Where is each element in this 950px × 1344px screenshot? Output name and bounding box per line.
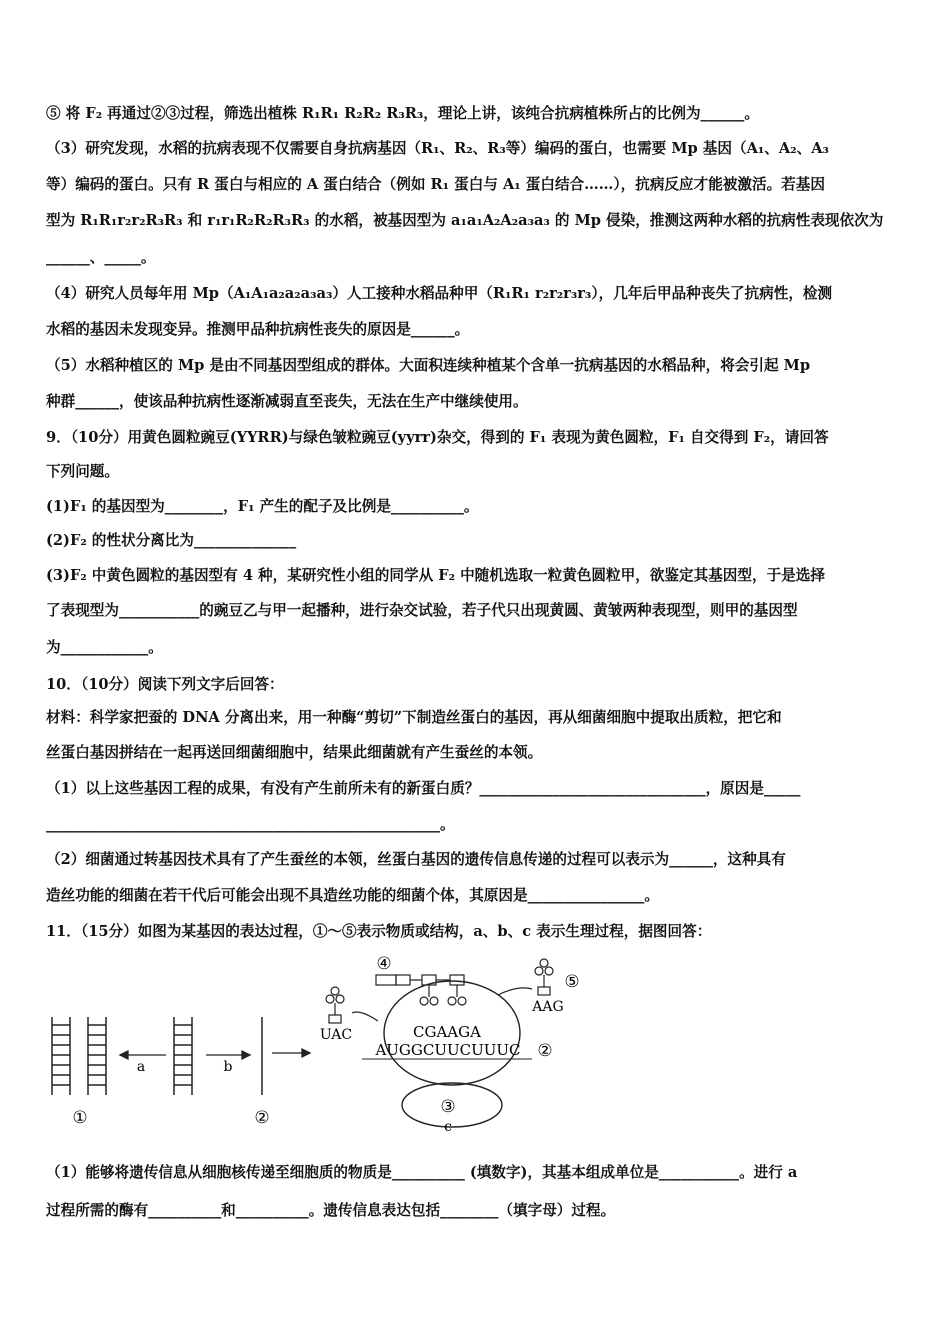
text-line: （2）细菌通过转基因技术具有了产生蚕丝的本领，丝蛋白基因的遗传信息传递的过程可以表示为______，这种具有 <box>46 851 786 868</box>
gene-expression-figure <box>40 955 600 1135</box>
text-line: 丝蛋白基因拼结在一起再送回细菌细胞中，结果此细菌就有产生蚕丝的本领。 <box>46 744 543 761</box>
text-line: (2)F₂ 的性状分离比为______________ <box>46 532 297 549</box>
text-line: 下列问题。 <box>46 463 119 480</box>
text-line: （1）能够将遗传信息从细胞核传递至细胞质的物质是__________ (填数字)，其基本组成单位是___________。进行 a <box>46 1164 798 1181</box>
released-trna <box>326 987 344 1023</box>
text-line: （1）以上这些基因工程的成果，有没有产生前所未有的新蛋白质？_______________________________，原因是_____ <box>46 780 801 797</box>
question-10-heading: 10．（10分）阅读下列文字后回答： <box>46 676 284 693</box>
entry-arrow <box>498 988 532 995</box>
dna-replicated <box>174 1017 192 1095</box>
anticodons-in-ribosome: CGAAGA <box>413 1023 481 1041</box>
label-c: c <box>444 1119 452 1135</box>
label-4: ④ <box>376 955 392 974</box>
peptide-chain <box>376 975 396 985</box>
dna-double-helix <box>52 1017 106 1095</box>
text-line: （4）研究人员每年用 Mp（A₁A₁a₂a₂a₃a₃）人工接种水稻品种甲（R₁R₁ r₂r₂r₃r₃），几年后甲品种丧失了抗病性，检测 <box>46 285 833 302</box>
text-line: （3）研究发现，水稻的抗病表现不仅需要自身抗病基因（R₁、R₂、R₃等）编码的蛋白，也需要 Mp 基因（A₁、A₂、A₃ <box>46 140 829 157</box>
release-arrow <box>352 1012 378 1021</box>
text-line: (3)F₂ 中黄色圆粒的基因型有 4 种，某研究性小组的同学从 F₂ 中随机选取一粒黄色圆粒甲，欲鉴定其基因型，于是选择 <box>46 567 825 584</box>
text-line: 材料：科学家把蚕的 DNA 分离出来，用一种酶“剪切”下制造丝蛋白的基因，再从细菌细胞中提取出质粒，把它和 <box>46 709 782 726</box>
text-line: 等）编码的蛋白。只有 R 蛋白与相应的 A 蛋白结合（例如 R₁ 蛋白与 A₁ 蛋白结合……），抗病反应才能被激活。若基因 <box>46 176 825 193</box>
text-line: 造丝功能的细菌在若干代后可能会出现不具造丝功能的细菌个体，其原因是________________。 <box>46 887 659 904</box>
text-line: 水稻的基因未发现变异。推测甲品种抗病性丧失的原因是______。 <box>46 321 470 338</box>
text-line: （5）水稻种植区的 Mp 是由不同基因型组成的群体。大面积连续种植某个含单一抗病基因的水稻品种，将会引起 Mp <box>46 357 811 374</box>
question-9-heading: 9．（10分）用黄色圆粒豌豆(YYRR)与绿色皱粒豌豆(yyrr)杂交，得到的 F₁ 表现为黄色圆粒，F₁ 自交得到 F₂，请回答 <box>46 429 829 446</box>
label-2: ② <box>254 1108 270 1128</box>
anticodon-uac: UAC <box>319 1027 353 1043</box>
label-1: ① <box>72 1108 88 1128</box>
label-b: b <box>223 1059 233 1075</box>
text-line: 过程所需的酶有__________和__________。遗传信息表达包括________（填字母）过程。 <box>46 1202 616 1219</box>
arrow-a <box>120 1051 166 1059</box>
anticodon-aag: AAG <box>532 999 564 1015</box>
text-line: ______、_____。 <box>46 249 156 266</box>
text-line: ______________________________________________________。 <box>46 816 455 833</box>
text-line: 种群______，使该品种抗病性逐渐减弱直至丧失，无法在生产中继续使用。 <box>46 393 528 410</box>
text-line: ⑤ 将 F₂ 再通过②③过程，筛选出植株 R₁R₁ R₂R₂ R₃R₃，理论上讲，该纯合抗病植株所占的比例为______。 <box>46 105 759 122</box>
text-line: (1)F₁ 的基因型为________，F₁ 产生的配子及比例是__________。 <box>46 498 479 515</box>
mrna-sequence: AUGGCUUCUUUC <box>375 1041 521 1059</box>
trna-in-ribosome <box>396 975 466 1005</box>
label-a: a <box>136 1059 146 1075</box>
arrow-b <box>206 1051 250 1059</box>
text-line: 了表现型为___________的豌豆乙与甲一起播种，进行杂交试验，若子代只出现黄圆、黄皱两种表现型，则甲的基因型 <box>46 602 798 619</box>
arrow-to-translation <box>272 1049 310 1057</box>
text-line: 为____________。 <box>46 639 163 656</box>
label-5: ⑤ <box>564 972 580 992</box>
label-3: ③ <box>440 1097 456 1117</box>
question-11-heading: 11．（15分）如图为某基因的表达过程，①～⑤表示物质或结构，a、b、c 表示生理过程，据图回答： <box>46 923 712 940</box>
text-line: 型为 R₁R₁r₂r₂R₃R₃ 和 r₁r₁R₂R₂R₃R₃ 的水稻，被基因型为 a₁a₁A₂A₂a₃a₃ 的 Mp 侵染，推测这两种水稻的抗病性表现依次为 <box>46 212 884 229</box>
incoming-trna <box>535 959 553 995</box>
label-2-mrna: ② <box>537 1041 553 1061</box>
